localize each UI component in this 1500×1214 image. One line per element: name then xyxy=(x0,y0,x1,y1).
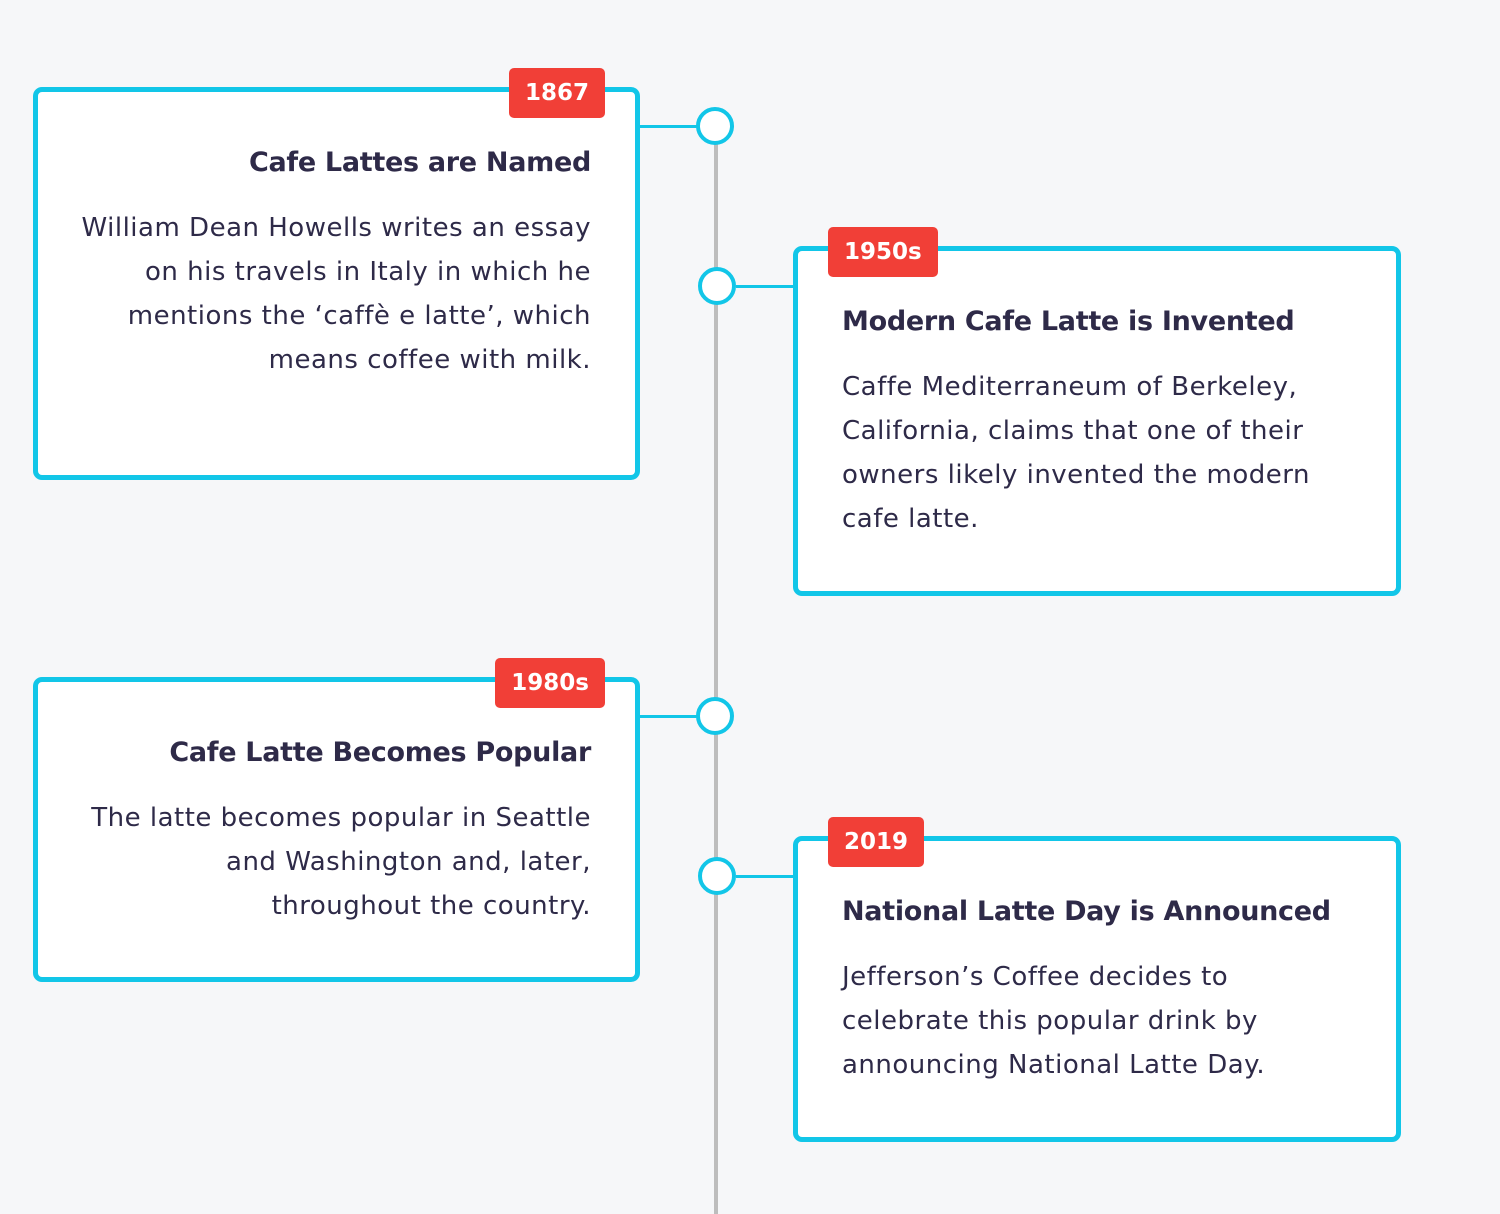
timeline-node xyxy=(696,697,734,735)
event-title: Cafe Latte Becomes Popular xyxy=(169,737,591,768)
year-badge: 1980s xyxy=(495,658,605,708)
timeline-card xyxy=(793,829,1401,1142)
timeline-connector xyxy=(638,715,698,718)
timeline-card xyxy=(793,239,1401,596)
event-description: William Dean Howells writes an essay on his travels in Italy in which he mentions the ‘caffè e latte’, which means coffee with milk. xyxy=(81,213,591,375)
event-description: Caffe Mediterraneum of Berkeley, California, claims that one of their owners likely invented the modern cafe latte. xyxy=(842,372,1310,534)
timeline-connector xyxy=(638,125,698,128)
year-badge: 2019 xyxy=(828,817,924,867)
timeline-node xyxy=(698,267,736,305)
timeline-connector xyxy=(736,875,798,878)
timeline-connector xyxy=(736,285,798,288)
timeline-card xyxy=(33,670,640,982)
event-description: Jefferson’s Coffee decides to celebrate this popular drink by announcing National Latte Day. xyxy=(842,962,1266,1080)
event-title: Cafe Lattes are Named xyxy=(248,147,591,178)
event-title: National Latte Day is Announced xyxy=(842,896,1331,927)
event-title: Modern Cafe Latte is Invented xyxy=(842,306,1295,337)
timeline-node xyxy=(698,857,736,895)
year-badge: 1867 xyxy=(509,68,605,118)
event-description: The latte becomes popular in Seattle and Washington and, later, throughout the country. xyxy=(91,803,591,921)
timeline-card xyxy=(33,80,640,480)
year-badge: 1950s xyxy=(828,227,938,277)
timeline-node xyxy=(696,107,734,145)
